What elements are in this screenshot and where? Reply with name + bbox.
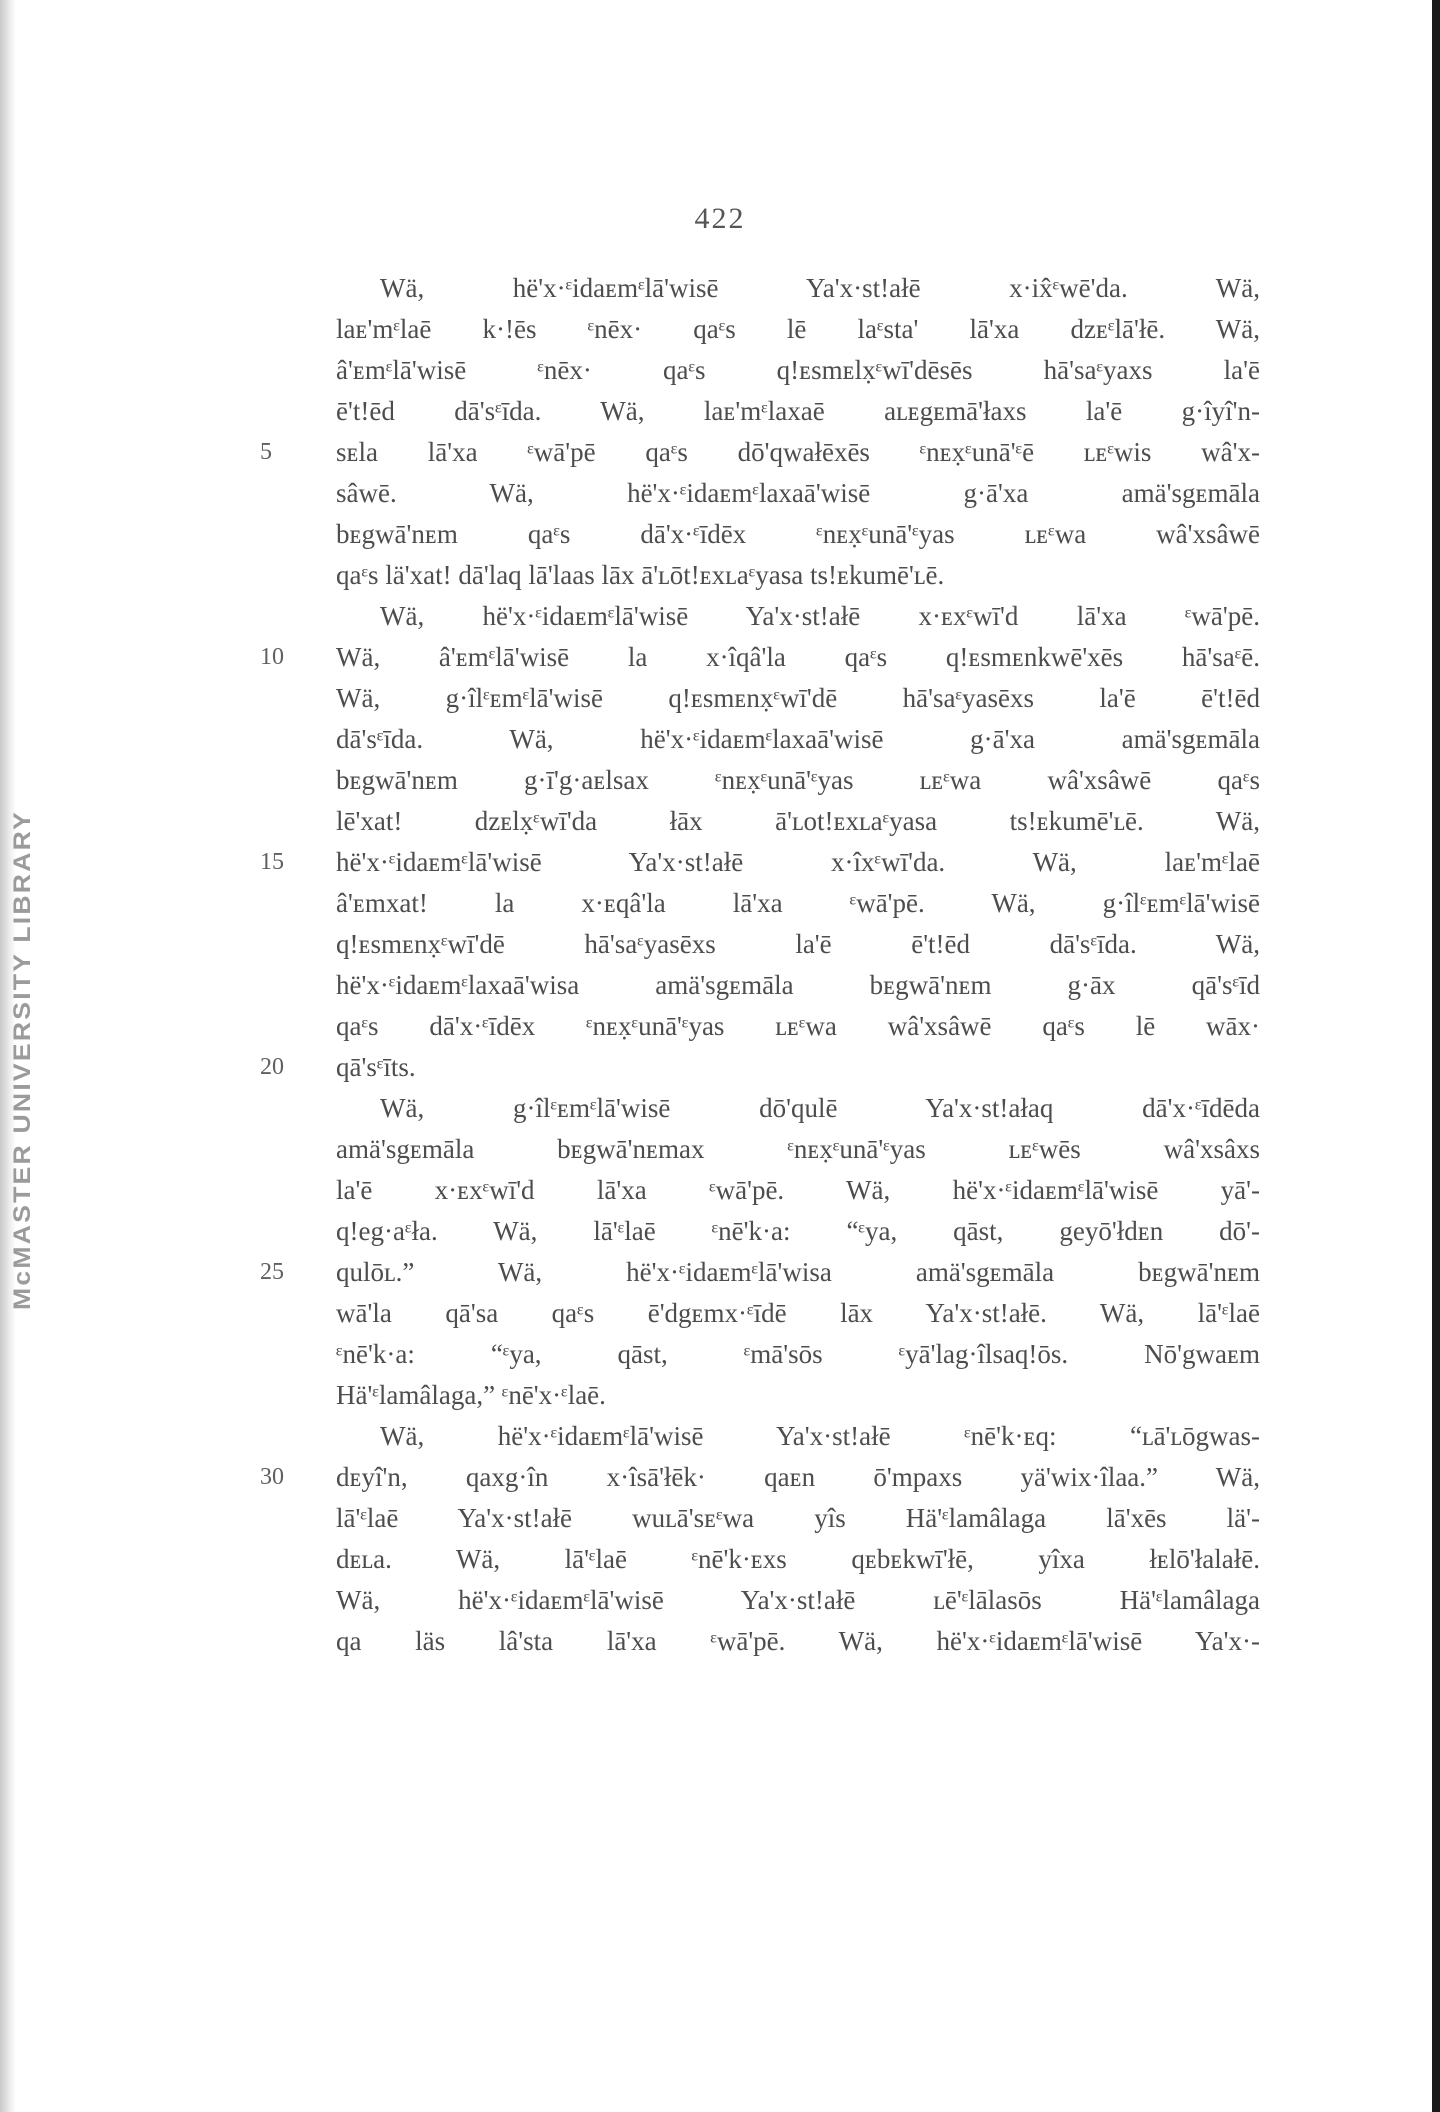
line-text: wā'la qā'sa qaᵋs ē'dgᴇmx·ᵋīdē lāx Ya'x·st!ałē. Wä, lā'ᵋlaē: [336, 1298, 1260, 1328]
line-text: q!eg·aᵋła. Wä, lā'ᵋlaē ᵋnē'k·a: “ᵋya, qāst, geyō'łdᴇn dō'-: [336, 1216, 1260, 1246]
text-line: [336, 1088, 1260, 1129]
line-text: â'ᴇmᵋlā'wisē ᵋnēx· qaᵋs q!ᴇsmᴇlx̣ᵋwī'dēsēs hā'saᵋyaxs la'ē: [336, 355, 1260, 385]
library-stamp: [2, 780, 48, 1340]
line-text: qā'sᵋīts.: [336, 1052, 416, 1082]
text-line: [336, 1170, 1260, 1211]
line-number: 30: [260, 1464, 284, 1490]
text-line: [260, 1457, 1260, 1498]
text-line: [336, 1580, 1260, 1621]
line-text: qaᵋs dā'x·ᵋīdēx ᵋnᴇx̣ᵋunā'ᵋyas ʟᴇᵋwa wâ'xsâwē qaᵋs lē wāx·: [336, 1011, 1260, 1041]
line-number: 15: [260, 849, 284, 875]
line-text: qulōʟ.” Wä, hë'x·ᵋidaᴇmᵋlā'wisa amä'sgᴇmāla bᴇgwā'nᴇm: [336, 1257, 1260, 1287]
text-line: [336, 883, 1260, 924]
line-text: Wä, g·îlᵋᴇmᵋlā'wisē dō'qulē Ya'x·st!ałaq dā'x·ᵋīdēda: [380, 1093, 1260, 1123]
text-line: [336, 1375, 1260, 1416]
line-text: sâwē. Wä, hë'x·ᵋidaᴇmᵋlaxaā'wisē g·ā'xa amä'sgᴇmāla: [336, 478, 1260, 508]
text-line: [336, 719, 1260, 760]
text-line: [336, 1006, 1260, 1047]
text-line: [336, 1539, 1260, 1580]
line-text: dᴇʟa. Wä, lā'ᵋlaē ᵋnē'k·ᴇxs qᴇbᴇkwī'łē, yîxa łᴇlō'łalałē.: [336, 1544, 1260, 1574]
text-line: [336, 309, 1260, 350]
text-line: [336, 924, 1260, 965]
text-line: [336, 596, 1260, 637]
line-text: dā'sᵋīda. Wä, hë'x·ᵋidaᴇmᵋlaxaā'wisē g·ā'xa amä'sgᴇmāla: [336, 724, 1260, 754]
line-text: q!ᴇsmᴇnx̣ᵋwī'dē hā'saᵋyasēxs la'ē ē't!ēd dā'sᵋīda. Wä,: [336, 929, 1260, 959]
line-text: ᵋnē'k·a: “ᵋya, qāst, ᵋmā'sōs ᵋyā'lag·îlsaq!ōs. Nō'gwaᴇm: [336, 1339, 1260, 1369]
line-text: Wä, hë'x·ᵋidaᴇmᵋlā'wisē Ya'x·st!ałē x·ᴇxᵋwī'd lā'xa ᵋwā'pē.: [380, 601, 1260, 631]
text-line: [260, 1047, 1260, 1088]
line-text: qa läs lâ'sta lā'xa ᵋwā'pē. Wä, hë'x·ᵋidaᴇmᵋlā'wisē Ya'x·-: [336, 1626, 1260, 1656]
page-number: 422: [694, 202, 746, 235]
line-text: Wä, hë'x·ᵋidaᴇmᵋlā'wisē Ya'x·st!ałē x·ix̂ᵋwē'da. Wä,: [380, 273, 1260, 303]
text-line: [336, 1334, 1260, 1375]
line-text: lē'xat! dzᴇlx̣ᵋwī'da łāx ā'ʟot!ᴇxʟaᵋyasa ts!ᴇkumē'ʟē. Wä,: [336, 806, 1260, 836]
text-line: [260, 842, 1260, 883]
text-line: [336, 350, 1260, 391]
text-line: [336, 268, 1260, 309]
line-text: qaᵋs lä'xat! dā'laq lā'laas lāx ā'ʟōt!ᴇxʟaᵋyasa ts!ᴇkumē'ʟē.: [336, 560, 945, 590]
text-line: [260, 1252, 1260, 1293]
line-number: 25: [260, 1259, 284, 1285]
text-line: [336, 1621, 1260, 1662]
text-line: [336, 473, 1260, 514]
line-text: lā'ᵋlaē Ya'x·st!ałē wuʟā'sᴇᵋwa yîs Hä'ᵋlamâlaga lā'xēs lä'-: [336, 1503, 1260, 1533]
text-line: [336, 678, 1260, 719]
text-line: [336, 391, 1260, 432]
text-line: [336, 1293, 1260, 1334]
line-text: laᴇ'mᵋlaē k·!ēs ᵋnēx· qaᵋs lē laᵋsta' lā'xa dzᴇᵋlā'łē. Wä,: [336, 314, 1260, 344]
line-text: Wä, hë'x·ᵋidaᴇmᵋlā'wisē Ya'x·st!ałē ʟē'ᵋlālasōs Hä'ᵋlamâlaga: [336, 1585, 1260, 1615]
line-text: amä'sgᴇmāla bᴇgwā'nᴇmax ᵋnᴇx̣ᵋunā'ᵋyas ʟᴇᵋwēs wâ'xsâxs: [336, 1134, 1260, 1164]
text-line: [260, 637, 1260, 678]
line-text: â'ᴇmxat! la x·ᴇqâ'la lā'xa ᵋwā'pē. Wä, g·îlᵋᴇmᵋlā'wisē: [336, 888, 1260, 918]
line-text: hë'x·ᵋidaᴇmᵋlā'wisē Ya'x·st!ałē x·îxᵋwī'da. Wä, laᴇ'mᵋlaē: [336, 847, 1260, 877]
line-text: sᴇla lā'xa ᵋwā'pē qaᵋs dō'qwałēxēs ᵋnᴇx̣ᵋunā'ᵋē ʟᴇᵋwis wâ'x-: [336, 437, 1260, 467]
text-line: [336, 1416, 1260, 1457]
line-text: Hä'ᵋlamâlaga,” ᵋnē'x·ᵋlaē.: [336, 1380, 606, 1410]
text-line: [336, 965, 1260, 1006]
line-text: bᴇgwā'nᴇm g·ī'g·aᴇlsax ᵋnᴇx̣ᵋunā'ᵋyas ʟᴇᵋwa wâ'xsâwē qaᵋs: [336, 765, 1260, 795]
text-line: [336, 1129, 1260, 1170]
text-block: [260, 268, 1260, 1662]
line-text: hë'x·ᵋidaᴇmᵋlaxaā'wisa amä'sgᴇmāla bᴇgwā'nᴇm g·āx qā'sᵋīd: [336, 970, 1260, 1000]
svg-text:McMASTER UNIVERSITY LIBRARY: McMASTER UNIVERSITY LIBRARY: [9, 858, 36, 1310]
text-line: [260, 432, 1260, 473]
text-line: [336, 1498, 1260, 1539]
text-line: [336, 514, 1260, 555]
library-stamp-graphic: [2, 780, 48, 1340]
line-text: Wä, hë'x·ᵋidaᴇmᵋlā'wisē Ya'x·st!ałē ᵋnē'k·ᴇq: “ʟā'ʟōgwas-: [380, 1421, 1260, 1451]
text-line: [336, 801, 1260, 842]
text-line: [336, 1211, 1260, 1252]
line-text: bᴇgwā'nᴇm qaᵋs dā'x·ᵋīdēx ᵋnᴇx̣ᵋunā'ᵋyas ʟᴇᵋwa wâ'xsâwē: [336, 519, 1260, 549]
line-number: 20: [260, 1054, 284, 1080]
text-line: [336, 760, 1260, 801]
line-text: dᴇyî'n, qaxg·în x·îsā'łēk· qaᴇn ō'mpaxs yä'wix·îlaa.” Wä,: [336, 1462, 1260, 1492]
line-text: Wä, g·îlᵋᴇmᵋlā'wisē q!ᴇsmᴇnx̣ᵋwī'dē hā'saᵋyasēxs la'ē ē't!ēd: [336, 683, 1260, 713]
line-text: la'ē x·ᴇxᵋwī'd lā'xa ᵋwā'pē. Wä, hë'x·ᵋidaᴇmᵋlā'wisē yā'-: [336, 1175, 1260, 1205]
text-line: [336, 555, 1260, 596]
line-text: ē't!ēd dā'sᵋīda. Wä, laᴇ'mᵋlaxaē aʟᴇgᴇmā'łaxs la'ē g·îyî'n-: [336, 396, 1260, 426]
line-number: 10: [260, 644, 284, 670]
line-text: Wä, â'ᴇmᵋlā'wisē la x·îqâ'la qaᵋs q!ᴇsmᴇnkwē'xēs hā'saᵋē.: [336, 642, 1260, 672]
page-right-edge: [1432, 0, 1440, 2112]
line-number: 5: [260, 439, 272, 465]
